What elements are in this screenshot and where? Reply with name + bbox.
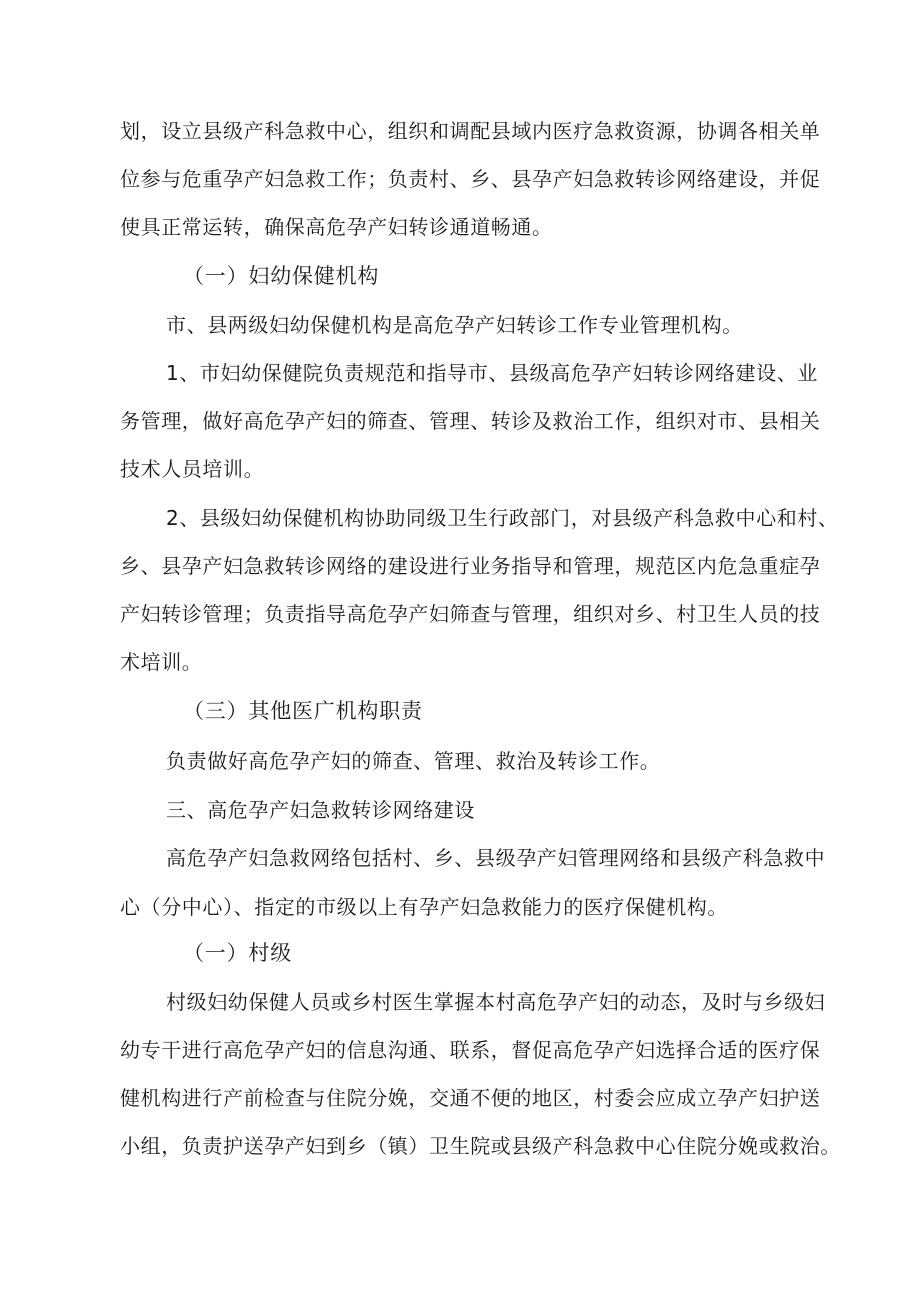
paragraph-line: 健机构进行产前检查与住院分娩，交通不便的地区，村委会应成立孕产妇护送 xyxy=(120,1086,821,1110)
paragraph-line: 技术人员培训。 xyxy=(120,457,265,481)
paragraph-line: 划，设立县级产科急救中心，组织和调配县域内医疗急救资源，协调各相关单 xyxy=(120,119,821,143)
paragraph-line: 村级妇幼保健人员或乡村医生掌握本村高危孕产妇的动态，及时与乡级妇 xyxy=(166,990,826,1014)
paragraph-line: 术培训。 xyxy=(120,650,203,674)
paragraph-line: 使具正常运转，确保高危孕产妇转诊通道畅通。 xyxy=(120,215,553,239)
paragraph-line: 心（分中心）、指定的市级以上有孕产妇急救能力的医疗保健机构。 xyxy=(120,895,728,919)
section-heading: （一）村级 xyxy=(183,941,292,965)
paragraph-line: 务管理，做好高危孕产妇的筛查、管理、转诊及救治工作，组织对市、县相关 xyxy=(120,409,821,433)
paragraph-line: 乡、县孕产妇急救转诊网络的建设进行业务指导和管理，规范区内危急重症孕 xyxy=(120,554,821,578)
paragraph-line: 市、县两级妇幼保健机构是高危孕产妇转诊工作专业管理机构。 xyxy=(166,313,743,337)
paragraph-line: 产妇转诊管理；负责指导高危孕产妇筛查与管理，组织对乡、村卫生人员的技 xyxy=(120,602,821,626)
section-heading: （一）妇幼保健机构 xyxy=(183,264,380,288)
paragraph-line: 高危孕产妇急救网络包括村、乡、县级孕产妇管理网络和县级产科急救中 xyxy=(166,846,826,870)
paragraph-line: 2、县级妇幼保健机构协助同级卫生行政部门，对县级产科急救中心和村、 xyxy=(166,506,839,530)
section-heading: （三）其他医广机构职责 xyxy=(183,699,423,723)
paragraph-line: 1、市妇幼保健院负责规范和指导市、县级高危孕产妇转诊网络建设、业 xyxy=(166,361,818,385)
paragraph-line: 幼专干进行高危孕产妇的信息沟通、联系，督促高危孕产妇选择合适的医疗保 xyxy=(120,1038,821,1062)
paragraph-line: 负责做好高危孕产妇的筛查、管理、救治及转诊工作。 xyxy=(166,749,661,773)
section-heading: 三、高危孕产妇急救转诊网络建设 xyxy=(166,798,475,822)
paragraph-line: 小组，负责护送孕产妇到乡（镇）卫生院或县级产科急救中心住院分娩或救治。 xyxy=(120,1134,841,1158)
paragraph-line: 位参与危重孕产妇急救工作；负责村、乡、县孕产妇急救转诊网络建设，并促 xyxy=(120,167,821,191)
